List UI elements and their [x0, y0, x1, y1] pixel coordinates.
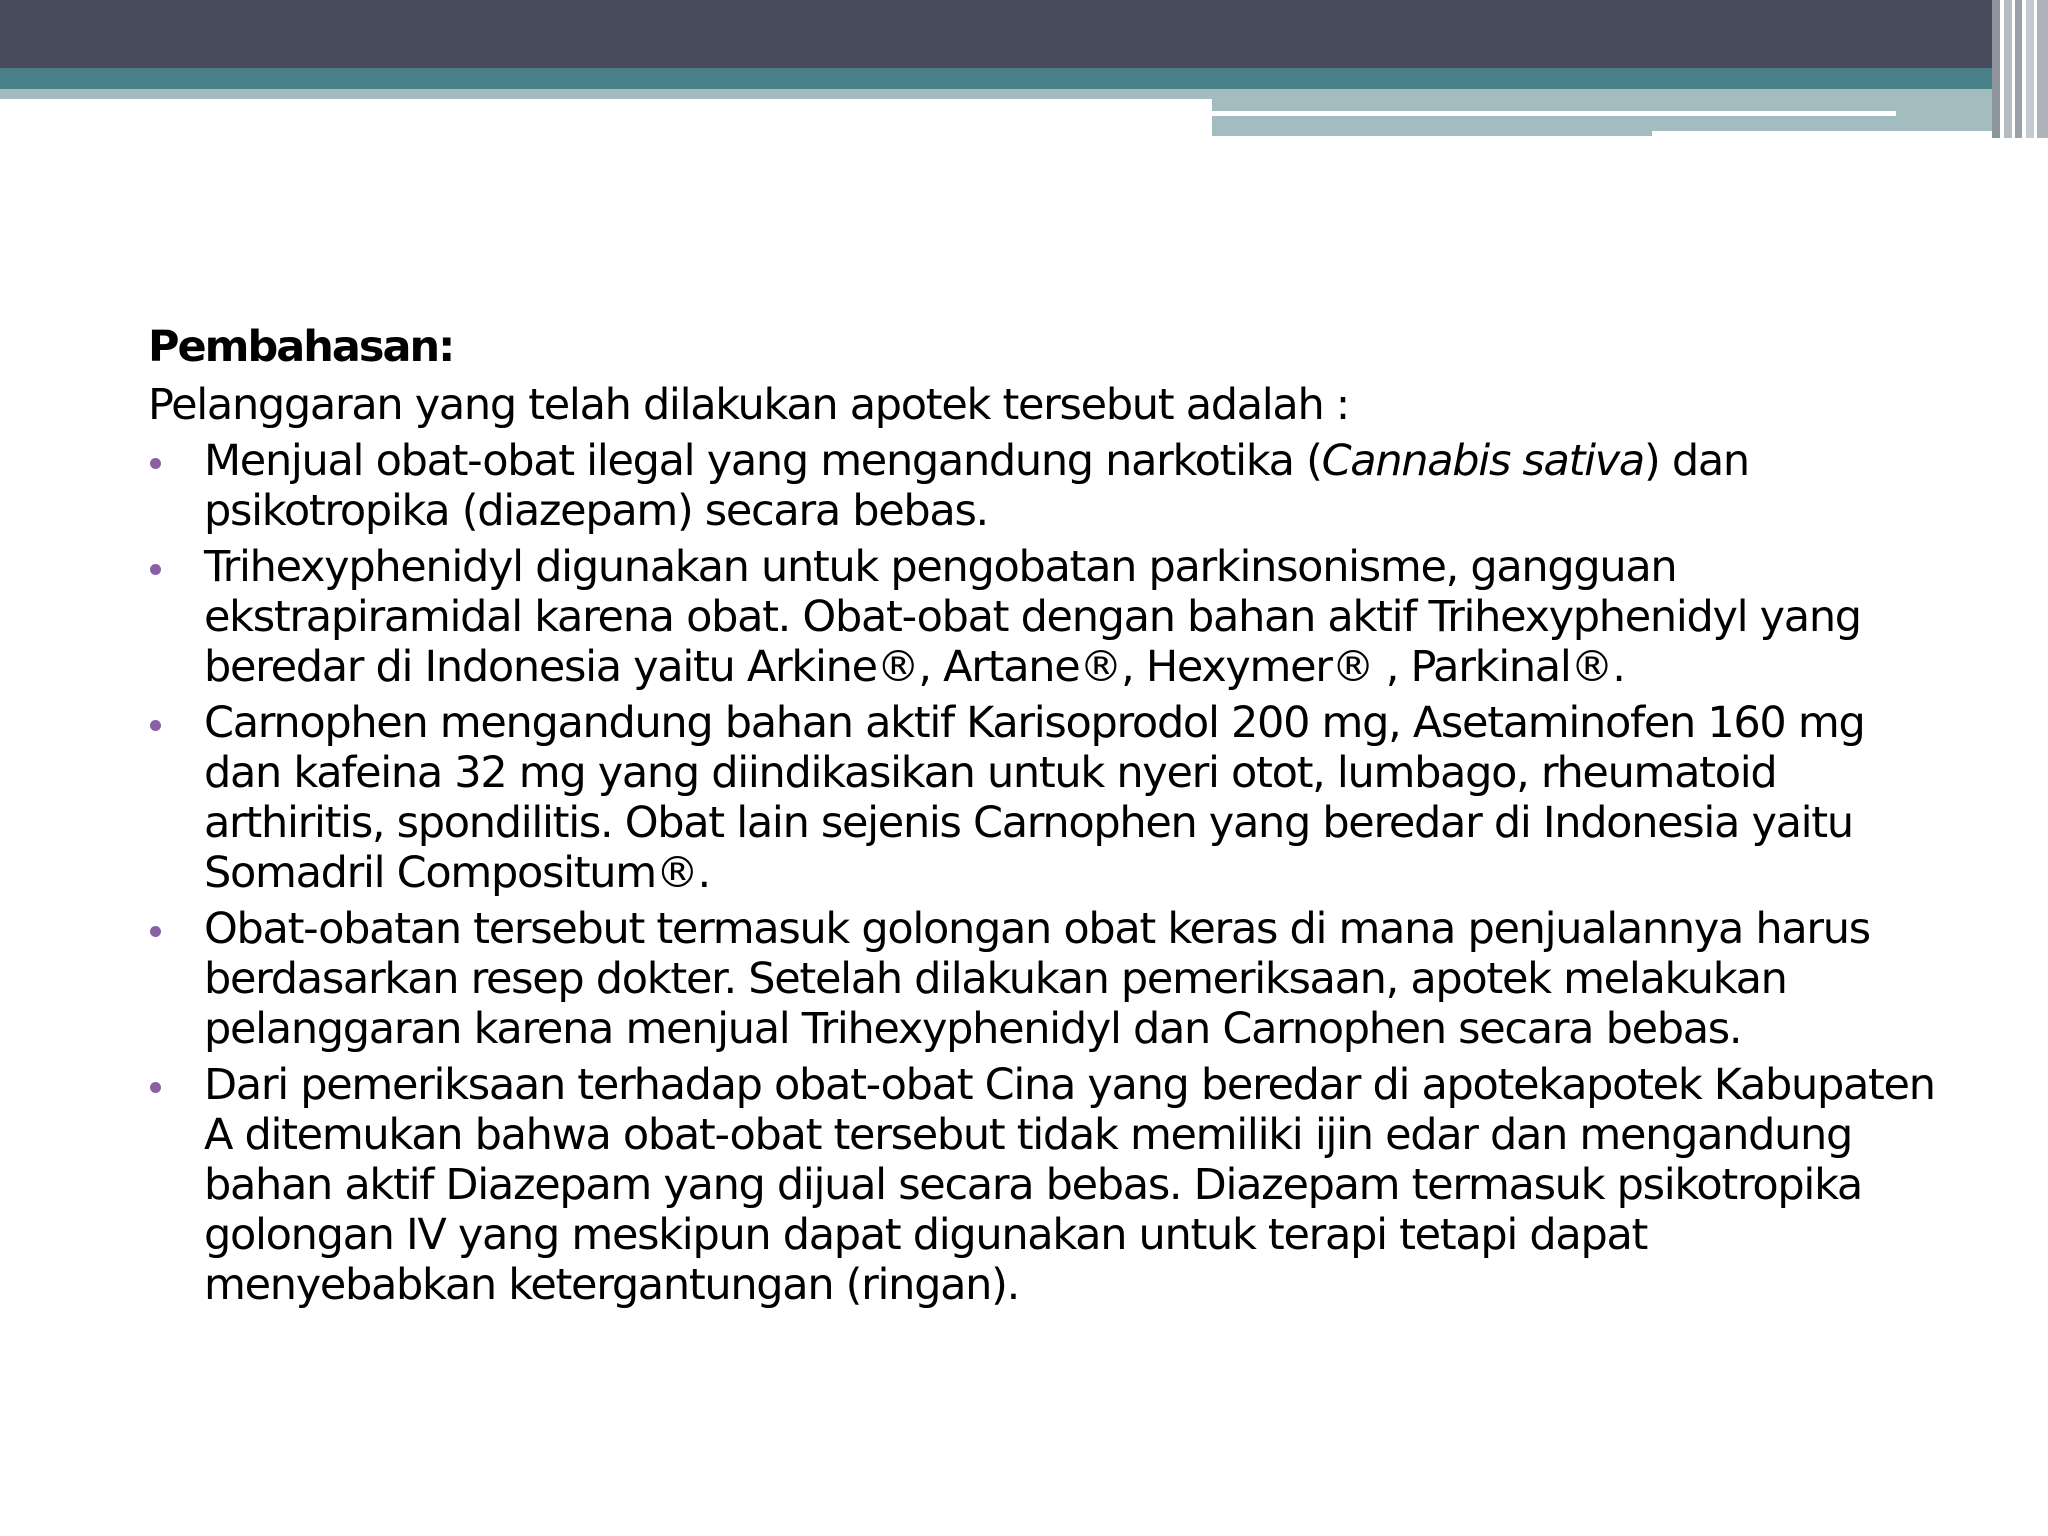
- slide-heading: Pembahasan:: [148, 322, 454, 372]
- bullet-item-1: [148, 436, 1938, 536]
- slide-content: [148, 318, 1938, 1316]
- bullet-1-text-after: ) dan psikotropika (diazepam) secara bebas.: [204, 436, 1749, 536]
- bullet-dot-icon: [150, 1082, 161, 1093]
- header-divider-line: [1212, 111, 1896, 116]
- header-band-light-left: [0, 89, 1212, 99]
- bullet-dot-icon: [150, 926, 161, 937]
- bullet-item-5: [148, 1060, 1938, 1310]
- bullet-dot-icon: [150, 458, 161, 469]
- header-band-dark: [0, 0, 2048, 68]
- bullet-2-text: Trihexyphenidyl digunakan untuk pengobatan parkinsonisme, gangguan ekstrapiramidal karena obat. Obat-obat dengan bahan aktif Trihexyphenidyl yang beredar di Indonesia yaitu Arkine®, Artane®, Hexymer® , Parkinal®.: [204, 542, 1861, 692]
- bullet-dot-icon: [150, 720, 161, 731]
- bullet-1-italic-text: Cannabis sativa: [1321, 436, 1644, 486]
- bullet-3-text: Carnophen mengandung bahan aktif Karisoprodol 200 mg, Asetaminofen 160 mg dan kafeina 32 mg yang diindikasikan untuk nyeri otot, lumbago, rheumatoid arthiritis, spondilitis. Obat lain sejenis Carnophen yang beredar di Indonesia yaitu Somadril Compositum®.: [204, 698, 1865, 898]
- bullet-item-3: [148, 698, 1938, 898]
- bullet-4-text: Obat-obatan tersebut termasuk golongan obat keras di mana penjualannya harus berdasarkan resep dokter. Setelah dilakukan pemeriksaan, apotek melakukan pelanggaran karena menjual Trihexyphenidyl dan Carnophen secara bebas.: [204, 904, 1870, 1054]
- header-band-white-lower: [1652, 131, 2048, 139]
- bullet-5-text: Dari pemeriksaan terhadap obat-obat Cina yang beredar di apotekapotek Kabupaten A ditemukan bahwa obat-obat tersebut tidak memiliki ijin edar dan mengandung bahan aktif Diazepam yang dijual secara bebas. Diazepam termasuk psikotropika golongan IV yang meskipun dapat digunakan untuk terapi tetapi dapat menyebabkan ketergantungan (ringan).: [204, 1060, 1935, 1310]
- bullet-item-4: [148, 904, 1938, 1054]
- header-band-teal: [0, 68, 2048, 89]
- bullet-list: [148, 436, 1938, 1310]
- bullet-dot-icon: [150, 564, 161, 575]
- header-stripes: [1992, 0, 2048, 138]
- intro-text: Pelanggaran yang telah dilakukan apotek tersebut adalah :: [148, 380, 1349, 430]
- bullet-item-2: [148, 542, 1938, 692]
- bullet-1-text-before: Menjual obat-obat ilegal yang mengandung narkotika (: [204, 436, 1322, 486]
